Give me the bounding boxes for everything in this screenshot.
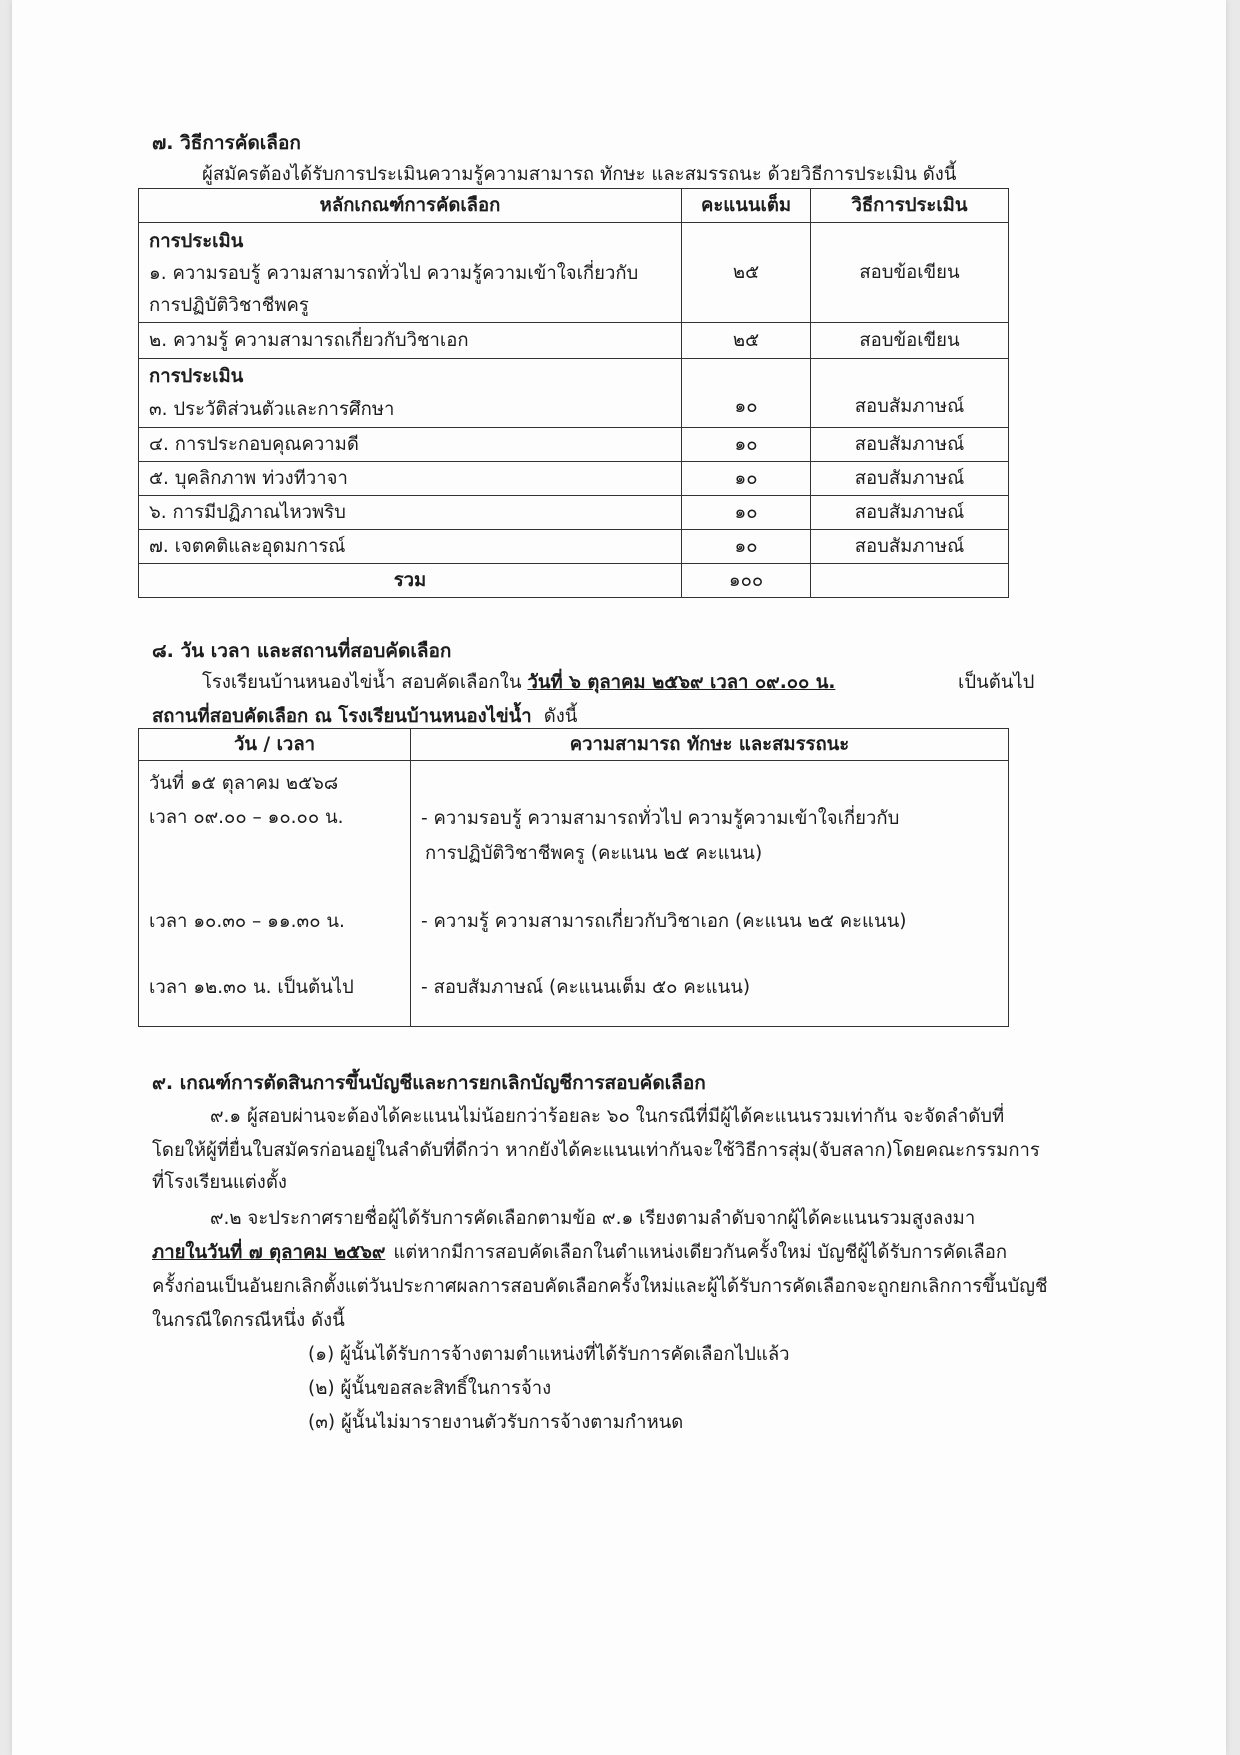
exam-date: วันที่ ๖ ตุลาคม ๒๕๖๙ เวลา ๐๙.๐๐ น. bbox=[527, 672, 836, 693]
competency-item-1-cont: การปฏิบัติวิชาชีพครู (คะแนน ๒๕ คะแนน) bbox=[425, 843, 763, 864]
table-row bbox=[139, 496, 1009, 530]
document-page bbox=[12, 0, 1226, 1755]
method-cell: สอบสัมภาษณ์ bbox=[811, 462, 1009, 496]
group-title: การประเมิน bbox=[149, 231, 244, 252]
method-cell: สอบสัมภาษณ์ bbox=[811, 359, 1009, 428]
score-cell: ๑๐ bbox=[682, 359, 811, 428]
section-9-2-line3: ครั้งก่อนเป็นอันยกเลิกตั้งแต่วันประกาศผลการสอบคัดเลือกครั้งใหม่และผู้ได้รับการคัดเลือกจะถูกยกเลิกการขึ้นบัญชี bbox=[152, 1276, 1048, 1297]
criteria-label: ๔. การประกอบคุณความดี bbox=[139, 428, 682, 462]
table-row bbox=[139, 428, 1009, 462]
school-exam-text: โรงเรียนบ้านหนองไข่น้ำ สอบคัดเลือกใน bbox=[202, 672, 522, 693]
score-cell: ๑๐ bbox=[682, 462, 811, 496]
col-header-full-score: คะแนนเต็ม bbox=[682, 189, 811, 223]
total-score: ๑๐๐ bbox=[682, 564, 811, 598]
exam-location-tail: ดังนี้ bbox=[543, 706, 578, 727]
score-cell: ๑๐ bbox=[682, 428, 811, 462]
method-cell: สอบสัมภาษณ์ bbox=[811, 428, 1009, 462]
method-cell: สอบสัมภาษณ์ bbox=[811, 496, 1009, 530]
exam-location: สถานที่สอบคัดเลือก ณ โรงเรียนบ้านหนองไข่น้ำ bbox=[152, 706, 532, 727]
cancel-condition-2: (๒) ผู้นั้นขอสละสิทธิ์ในการจ้าง bbox=[308, 1378, 552, 1399]
time-slot-2: เวลา ๑๐.๓๐ – ๑๑.๓๐ น. bbox=[149, 911, 345, 932]
selection-criteria-table bbox=[138, 188, 1009, 598]
section-8-heading: ๘. วัน เวลา และสถานที่สอบคัดเลือก bbox=[152, 640, 452, 662]
col-header-method: วิธีการประเมิน bbox=[811, 189, 1009, 223]
total-method-empty bbox=[811, 564, 1009, 598]
total-label: รวม bbox=[139, 564, 682, 598]
group-title: การประเมิน bbox=[149, 366, 244, 387]
section-8-line2 bbox=[152, 702, 577, 731]
col-header-competency: ความสามารถ ทักษะ และสมรรถนะ bbox=[411, 729, 1009, 761]
table-row bbox=[139, 530, 1009, 564]
method-cell: สอบข้อเขียน bbox=[811, 223, 1009, 323]
table-row bbox=[139, 223, 1009, 323]
total-row bbox=[139, 564, 1009, 598]
cancel-condition-3: (๓) ผู้นั้นไม่มารายงานตัวรับการจ้างตามกำหนด bbox=[308, 1412, 684, 1433]
col-header-datetime: วัน / เวลา bbox=[139, 729, 411, 761]
section-9-heading: ๙. เกณฑ์การตัดสินการขึ้นบัญชีและการยกเลิกบัญชีการสอบคัดเลือก bbox=[152, 1072, 706, 1094]
announcement-text: แต่หากมีการสอบคัดเลือกในตำแหน่งเดียวกันครั้งใหม่ บัญชีผู้ได้รับการคัดเลือก bbox=[393, 1242, 1008, 1263]
section-9-2-line4: ในกรณีใดกรณีหนึ่ง ดังนี้ bbox=[152, 1310, 345, 1331]
section-9-1-line3: ที่โรงเรียนแต่งตั้ง bbox=[152, 1172, 287, 1193]
competency-item-3: - สอบสัมภาษณ์ (คะแนนเต็ม ๕๐ คะแนน) bbox=[421, 977, 751, 998]
score-cell: ๒๕ bbox=[682, 323, 811, 359]
competency-item-2: - ความรู้ ความสามารถเกี่ยวกับวิชาเอก (คะแนน ๒๕ คะแนน) bbox=[421, 911, 907, 932]
section-8-line1-tail: เป็นต้นไป bbox=[958, 672, 1035, 693]
section-9-1-line2: โดยให้ผู้ที่ยื่นใบสมัครก่อนอยู่ในลำดับที่ดีกว่า หากยังได้คะแนนเท่ากันจะใช้วิธีการสุ่ม(จับสลาก)โดยคณะกรรมการ bbox=[152, 1140, 1040, 1161]
spacer bbox=[149, 835, 400, 905]
section-9-2-line2 bbox=[152, 1238, 1007, 1267]
exam-day: วันที่ ๑๕ ตุลาคม ๒๕๖๘ bbox=[149, 773, 339, 794]
method-cell: สอบสัมภาษณ์ bbox=[811, 530, 1009, 564]
criteria-label: ๗. เจตคติและอุดมการณ์ bbox=[139, 530, 682, 564]
criteria-label: ๓. ประวัติส่วนตัวและการศึกษา bbox=[149, 399, 395, 420]
time-slot-3: เวลา ๑๒.๓๐ น. เป็นต้นไป bbox=[149, 977, 354, 998]
score-cell: ๑๐ bbox=[682, 496, 811, 530]
cancel-condition-1: (๑) ผู้นั้นได้รับการจ้างตามตำแหน่งที่ได้รับการคัดเลือกไปแล้ว bbox=[308, 1344, 790, 1365]
score-cell: ๒๕ bbox=[682, 223, 811, 323]
criteria-label-cont: การปฏิบัติวิชาชีพครู bbox=[149, 295, 309, 316]
section-7-heading: ๗. วิธีการคัดเลือก bbox=[152, 132, 301, 154]
table-row bbox=[139, 761, 1009, 1027]
spacer bbox=[421, 939, 998, 971]
section-9-1-line1: ๙.๑ ผู้สอบผ่านจะต้องได้คะแนนไม่น้อยกว่าร้อยละ ๖๐ ในกรณีที่มีผู้ได้คะแนนรวมเท่ากัน จะจัดลำดับที่ bbox=[210, 1106, 1005, 1127]
exam-schedule-table bbox=[138, 728, 1009, 1027]
criteria-label: ๑. ความรอบรู้ ความสามารถทั่วไป ความรู้ความเข้าใจเกี่ยวกับ bbox=[149, 263, 639, 284]
competency-item-1: - ความรอบรู้ ความสามารถทั่วไป ความรู้ความเข้าใจเกี่ยวกับ bbox=[421, 808, 900, 829]
announcement-date: ภายในวันที่ ๗ ตุลาคม ๒๕๖๙ bbox=[152, 1242, 386, 1263]
spacer bbox=[421, 871, 998, 905]
time-slot-1: เวลา ๐๙.๐๐ – ๑๐.๐๐ น. bbox=[149, 807, 344, 828]
method-cell: สอบข้อเขียน bbox=[811, 323, 1009, 359]
criteria-label: ๕. บุคลิกภาพ ท่วงทีวาจา bbox=[139, 462, 682, 496]
table-row bbox=[139, 359, 1009, 428]
col-header-criteria: หลักเกณฑ์การคัดเลือก bbox=[139, 189, 682, 223]
score-cell: ๑๐ bbox=[682, 530, 811, 564]
criteria-label: ๒. ความรู้ ความสามารถเกี่ยวกับวิชาเอก bbox=[139, 323, 682, 359]
criteria-label: ๖. การมีปฏิภาณไหวพริบ bbox=[139, 496, 682, 530]
table-row bbox=[139, 323, 1009, 359]
table-row bbox=[139, 462, 1009, 496]
section-9-2-line1: ๙.๒ จะประกาศรายชื่อผู้ได้รับการคัดเลือกตามข้อ ๙.๑ เรียงตามลำดับจากผู้ได้คะแนนรวมสูงลงมา bbox=[210, 1208, 976, 1229]
section-7-intro: ผู้สมัครต้องได้รับการประเมินความรู้ความสามารถ ทักษะ และสมรรถนะ ด้วยวิธีการประเมิน ดังนี้ bbox=[202, 164, 957, 185]
section-8-line1 bbox=[202, 668, 835, 697]
spacer bbox=[149, 939, 400, 971]
